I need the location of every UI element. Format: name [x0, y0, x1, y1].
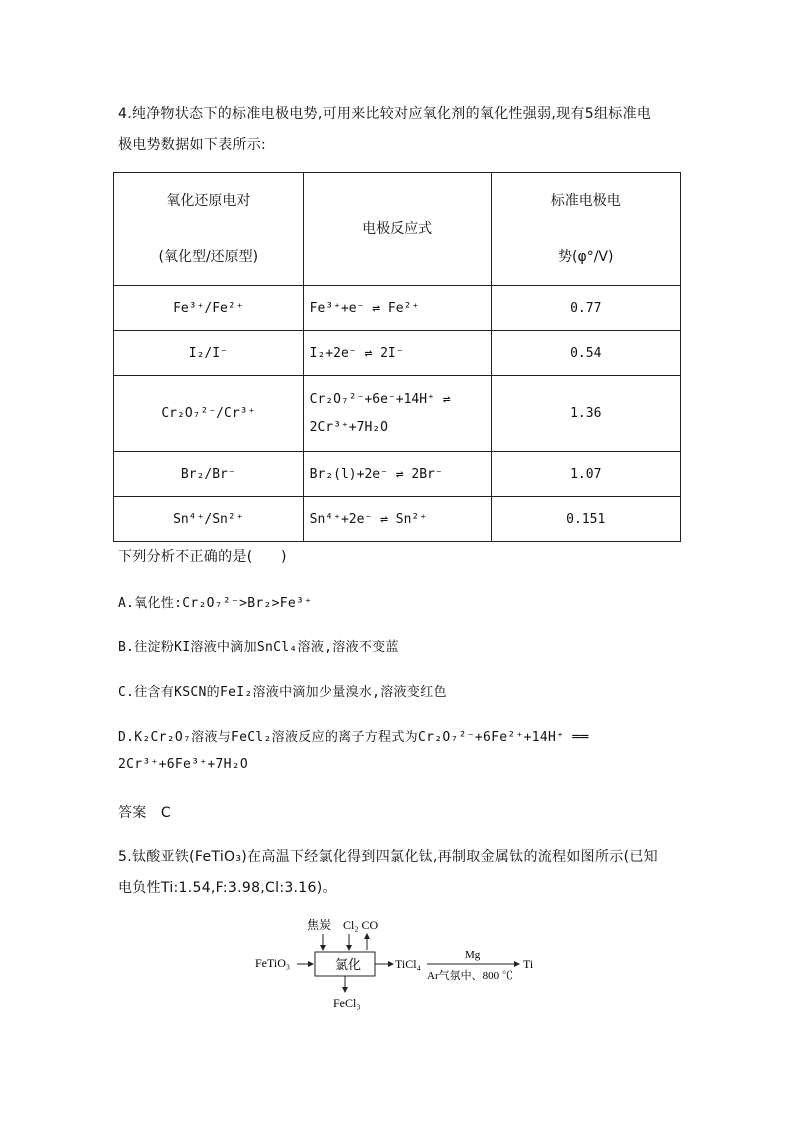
potential-cell: 0.54 [491, 331, 681, 376]
reaction-cell: Sn⁴⁺+2e⁻ ⇌ Sn²⁺ [303, 497, 491, 542]
potential-cell: 1.07 [491, 452, 681, 497]
reaction-cell: Br₂(l)+2e⁻ ⇌ 2Br⁻ [303, 452, 491, 497]
header-redox-pair-line2: (氧化型/还原型) [158, 249, 259, 265]
chlorination-label: 氯化 [335, 957, 362, 972]
input-label: FeTiO₃ [255, 956, 291, 970]
reaction-cell: I₂+2e⁻ ⇌ 2I⁻ [303, 331, 491, 376]
header-redox-pair [114, 173, 304, 286]
q4-option-b[interactable]: B.往淀粉KI溶液中滴加SnCl₄溶液,溶液不变蓝 [118, 640, 399, 655]
q4-option-c[interactable]: C.往含有KSCN的FeI₂溶液中滴加少量溴水,溶液变红色 [118, 685, 447, 700]
reaction-cell: Fe³⁺+e⁻ ⇌ Fe²⁺ [303, 286, 491, 331]
coke-label: 焦炭 [307, 918, 332, 932]
header-potential-line2: 势(φ°/V) [558, 249, 614, 265]
titanium-flow-diagram [255, 912, 545, 1012]
potential-cell: 1.36 [491, 376, 681, 452]
pair-cell: Sn⁴⁺/Sn²⁺ [114, 497, 304, 542]
potential-cell: 0.77 [491, 286, 681, 331]
pair-cell: I₂/I⁻ [114, 331, 304, 376]
q4-answer: 答案 C [118, 805, 171, 821]
conditions-label: Ar气氛中、800 ℃ [427, 970, 513, 982]
q4-option-a[interactable]: A.氧化性:Cr₂O₇²⁻>Br₂>Fe³⁺ [118, 596, 313, 611]
table-row [114, 376, 681, 452]
mg-label: Mg [465, 949, 481, 961]
pair-cell: Cr₂O₇²⁻/Cr³⁺ [114, 376, 304, 452]
table-row [114, 452, 681, 497]
header-potential [491, 173, 681, 286]
q4-option-d-line2: 2Cr³⁺+6Fe³⁺+7H₂O [118, 757, 249, 772]
fecl3-label: FeCl₃ [333, 996, 361, 1010]
q4-intro-line2: 极电势数据如下表所示: [118, 137, 267, 153]
table-row [114, 331, 681, 376]
electrode-potential-table [113, 172, 681, 542]
table-row [114, 286, 681, 331]
header-redox-pair-line1: 氧化还原电对 [166, 193, 251, 209]
ticl4-label: TiCl₄ [395, 957, 421, 971]
q4-intro-line1: 4.纯净物状态下的标准电极电势,可用来比较对应氧化剂的氧化性强弱,现有5组标准电 [118, 106, 652, 122]
q4-prompt: 下列分析不正确的是( ) [118, 549, 287, 565]
header-potential-line1: 标准电极电 [550, 193, 621, 209]
table-row [114, 497, 681, 542]
q4-option-d-line1[interactable]: D.K₂Cr₂O₇溶液与FeCl₂溶液反应的离子方程式为Cr₂O₇²⁻+6Fe²⁺+14H⁺ ══ [118, 730, 589, 745]
table-header-row [114, 173, 681, 286]
pair-cell: Fe³⁺/Fe²⁺ [114, 286, 304, 331]
header-reaction: 电极反应式 [303, 173, 491, 286]
reaction-cell: Cr₂O₇²⁻+6e⁻+14H⁺ ⇌ 2Cr³⁺+7H₂O [303, 376, 491, 452]
cl2-co-label: Cl₂ CO [343, 918, 379, 932]
potential-cell: 0.151 [491, 497, 681, 542]
q5-intro-line2: 电负性Ti:1.54,F:3.98,Cl:3.16)。 [118, 880, 337, 896]
q5-intro-line1: 5.钛酸亚铁(FeTiO₃)在高温下经氯化得到四氯化钛,再制取金属钛的流程如图所示(已知 [118, 849, 658, 865]
ti-label: Ti [523, 957, 534, 971]
pair-cell: Br₂/Br⁻ [114, 452, 304, 497]
